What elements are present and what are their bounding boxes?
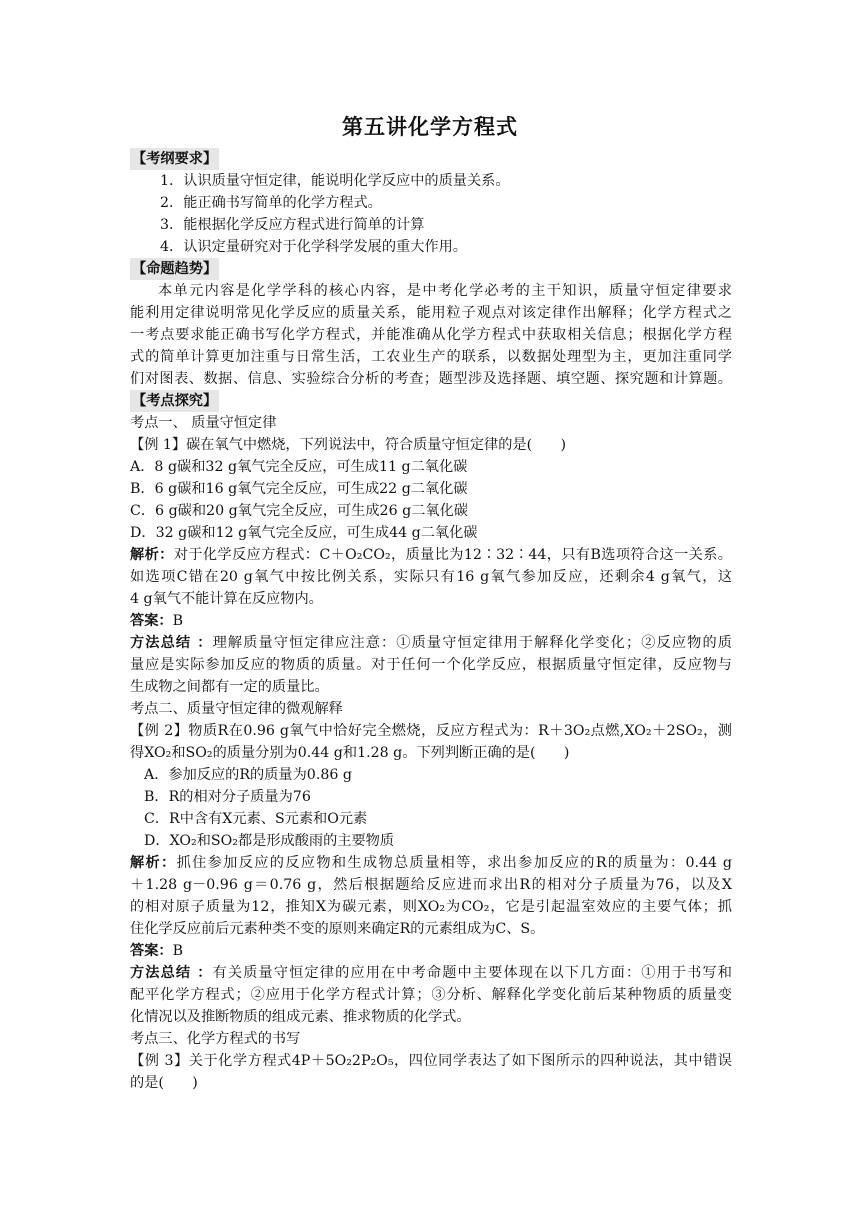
analysis-text: 如选项C错在20 g氧气中按比例关系，实际只有16 g氧气参加反应，还剩余4 g氧气，这: [130, 569, 732, 585]
example-question: 【例 2】物质R在0.96 g氧气中恰好完全燃烧，反应方程式为：R＋3O₂点燃,XO₂＋2SO₂，测: [130, 723, 732, 739]
option-item: B．R的相对分子质量为76: [144, 789, 311, 805]
list-item: 3．能根据化学反应方程式进行简单的计算: [160, 217, 425, 233]
summary-label: 方法总结 ：: [130, 635, 213, 651]
paragraph-line: 能利用定律说明常见化学反应的质量关系，能用粒子观点对该定律作出解释；化学方程式之: [130, 305, 732, 321]
analysis-text: 4 g氧气不能计算在反应物内。: [130, 591, 323, 607]
option-item: D．32 g碳和12 g氧气完全反应，可生成44 g二氧化碳: [130, 525, 478, 541]
option-item: A．参加反应的R的质量为0.86 g: [144, 767, 352, 783]
analysis-text: 对于化学反应方程式：C＋O₂CO₂，质量比为12∶32∶44，只有B选项符合这一关系。: [173, 547, 732, 563]
analysis-text: 抓住参加反应的反应物和生成物总质量相等，求出参加反应的R的质量为：0.44 g: [176, 855, 732, 871]
point-heading: 考点三、化学方程式的书写: [130, 1031, 301, 1047]
document-body: [130, 148, 732, 1094]
analysis-label: 解析：: [130, 547, 174, 563]
analysis-text: 住化学反应前后元素种类不变的原则来确定R的元素组成为C、S。: [130, 921, 545, 937]
summary-text: 化情况以及推断物质的组成元素、推求物质的化学式。: [130, 1009, 471, 1025]
analysis-text: ＋1.28 g－0.96 g＝0.76 g，然后根据题给反应进而求出R的相对分子质量为76，以及X: [130, 877, 732, 893]
option-item: B．6 g碳和16 g氧气完全反应，可生成22 g二氧化碳: [130, 481, 468, 497]
example-question: 【例 1】碳在氧气中燃烧，下列说法中，符合质量守恒定律的是( ): [130, 437, 567, 453]
option-item: C．6 g碳和20 g氧气完全反应，可生成26 g二氧化碳: [130, 503, 468, 519]
list-item: 4．认识定量研究对于化学科学发展的重大作用。: [160, 239, 467, 255]
summary-text: 生成物之间都有一定的质量比。: [130, 679, 329, 695]
list-item: 1．认识质量守恒定律，能说明化学反应中的质量关系。: [160, 173, 510, 189]
point-heading: 考点一、 质量守恒定律: [130, 415, 277, 431]
section-header-kaodian: 【考点探究】: [130, 390, 219, 412]
paragraph-line: 式的简单计算更加注重与日常生活，工农业生产的联系，以数据处理型为主，更加注重同学: [130, 349, 732, 365]
answer-value: B: [172, 613, 184, 629]
analysis-label: 解析：: [130, 855, 177, 871]
paragraph-line: 一考点要求能正确书写化学方程式，并能准确从化学方程式中获取相关信息；根据化学方程: [130, 327, 732, 343]
section-header-kaogang: 【考纲要求】: [130, 148, 219, 170]
page-title: 第五讲化学方程式: [342, 115, 518, 139]
paragraph-line: 本单元内容是化学学科的核心内容，是中考化学必考的主干知识，质量守恒定律要求: [158, 283, 732, 299]
section-header-mingti: 【命题趋势】: [130, 258, 219, 280]
option-item: C．R中含有X元素、S元素和O元素: [144, 811, 368, 827]
answer-label: 答案：: [130, 943, 173, 959]
option-item: A．8 g碳和32 g氧气完全反应，可生成11 g二氧化碳: [130, 459, 468, 475]
summary-text: 有关质量守恒定律的应用在中考命题中主要体现在以下几方面：①用于书写和: [212, 965, 732, 981]
summary-label: 方法总结 ：: [130, 965, 213, 981]
example-question: 的是( ): [130, 1075, 198, 1091]
analysis-text: 的相对原子质量为12，推知X为碳元素，则XO₂为CO₂，它是引起温室效应的主要气体；抓: [130, 899, 732, 915]
list-item: 2．能正确书写简单的化学方程式。: [160, 195, 382, 211]
summary-text: 配平化学方程式；②应用于化学方程式计算；③分析、解释化学变化前后某种物质的质量变: [130, 987, 732, 1003]
point-heading: 考点二、质量守恒定律的微观解释: [130, 701, 343, 717]
summary-text: 理解质量守恒定律应注意：①质量守恒定律用于解释化学变化；②反应物的质: [212, 635, 732, 651]
summary-text: 量应是实际参加反应的物质的质量。对于任何一个化学反应，根据质量守恒定律，反应物与: [130, 657, 732, 673]
paragraph-line: 们对图表、数据、信息、实验综合分析的考查；题型涉及选择题、填空题、探究题和计算题。: [130, 371, 732, 387]
answer-value: B: [172, 943, 184, 959]
example-question: 得XO₂和SO₂的质量分别为0.44 g和1.28 g。下列判断正确的是( ): [130, 745, 570, 761]
example-question: 【例 3】关于化学方程式4P＋5O₂2P₂O₅，四位同学表达了如下图所示的四种说法，其中错误: [130, 1053, 732, 1069]
option-item: D．XO₂和SO₂都是形成酸雨的主要物质: [144, 833, 395, 849]
answer-label: 答案：: [130, 613, 173, 629]
